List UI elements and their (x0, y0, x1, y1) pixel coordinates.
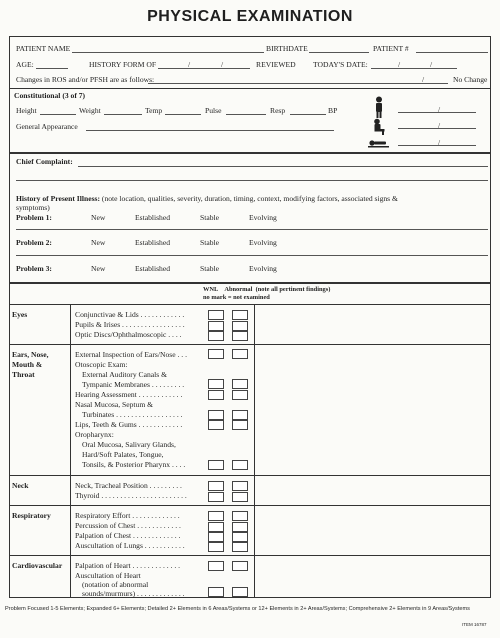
respiratory-item: Respiratory Effort . . . . . . . . . . . . . (75, 511, 180, 520)
problem-2-established[interactable]: Established (135, 238, 171, 247)
abnormal-checkbox[interactable] (232, 460, 248, 470)
ent-item: Turbinates . . . . . . . . . . . . . . . . . . (82, 410, 183, 419)
neck-item: Thyroid . . . . . . . . . . . . . . . . . . . . . . . (75, 491, 187, 500)
problem-3-new[interactable]: New (91, 264, 106, 273)
problem-2-stable[interactable]: Stable (200, 238, 219, 247)
eyes-item: Optic Discs/Ophthalmoscopic . . . . (75, 330, 182, 339)
general-appearance-label: General Appearance (16, 122, 78, 131)
divider (9, 555, 491, 556)
system-respiratory-label: Respiratory (12, 511, 51, 520)
chief-complaint-label: Chief Complaint: (16, 157, 73, 166)
ent-item: Otoscopic Exam: (75, 360, 128, 369)
divider (9, 344, 491, 345)
constitutional-title: Constitutional (3 of 7) (14, 91, 86, 100)
abnormal-checkbox[interactable] (232, 587, 248, 597)
ent-item: Tonsils, & Posterior Pharynx . . . . (82, 460, 186, 469)
ent-item: External Auditory Canals & (82, 370, 167, 379)
bp-supine-field[interactable] (398, 145, 476, 146)
height-field[interactable] (40, 114, 76, 115)
page-title: PHYSICAL EXAMINATION (147, 8, 353, 25)
system-cardiovascular-label: Cardiovascular (12, 561, 63, 570)
bp-standing-field[interactable] (398, 112, 476, 113)
no-change-label: No Change (453, 75, 488, 84)
problem-1-line[interactable] (16, 229, 488, 230)
problem-3-stable[interactable]: Stable (200, 264, 219, 273)
resp-label: Resp (270, 106, 286, 115)
wnl-checkbox[interactable] (208, 349, 224, 359)
wnl-checkbox[interactable] (208, 331, 224, 341)
problem-1-label: Problem 1: (16, 213, 52, 222)
ent-item: Oral Mucosa, Salivary Glands, (82, 440, 176, 449)
wnl-checkbox[interactable] (208, 561, 224, 571)
bp-label: BP (328, 106, 338, 115)
pulse-label: Pulse (205, 106, 222, 115)
age-label: AGE: (16, 60, 34, 69)
divider (9, 475, 491, 476)
changes-label: Changes in ROS and/or PFSH are as follows: (16, 75, 155, 84)
hpi-description-cont: symptoms) (16, 203, 50, 212)
problem-2-line[interactable] (16, 255, 488, 256)
chief-complaint-field[interactable] (78, 166, 488, 167)
abnormal-checkbox[interactable] (232, 481, 248, 491)
date-slash: / (188, 60, 191, 69)
wnl-checkbox[interactable] (208, 390, 224, 400)
history-form-label: HISTORY FORM OF (89, 60, 157, 69)
ent-item: Tympanic Membranes . . . . . . . . . (82, 380, 185, 389)
cardiovascular-item: sounds/murmurs) . . . . . . . . . . . . . (82, 589, 185, 598)
abnormal-checkbox[interactable] (232, 542, 248, 552)
wnl-checkbox[interactable] (208, 492, 224, 502)
bp-slash: / (438, 138, 441, 147)
date-slash: / (430, 60, 433, 69)
temp-label: Temp (145, 106, 163, 115)
wnl-checkbox[interactable] (208, 460, 224, 470)
abnormal-checkbox[interactable] (232, 410, 248, 420)
abnormal-checkbox[interactable] (232, 310, 248, 320)
wnl-checkbox[interactable] (208, 321, 224, 331)
bp-position-icons (368, 96, 390, 152)
ent-item: Oropharynx: (75, 430, 114, 439)
general-appearance-field[interactable] (86, 130, 334, 131)
age-field[interactable] (36, 68, 68, 69)
abnormal-checkbox[interactable] (232, 349, 248, 359)
cardiovascular-item: (notation of abnormal (82, 580, 149, 589)
ent-item: Hard/Soft Palates, Tongue, (82, 450, 164, 459)
legend-abnormal: Abnormal (224, 286, 253, 293)
date-slash: / (422, 75, 425, 84)
divider (9, 282, 491, 284)
legend-no-mark: no mark = not examined (203, 294, 270, 301)
patient-number-field[interactable] (416, 52, 488, 53)
divider (9, 304, 491, 305)
birthdate-field[interactable] (309, 52, 369, 53)
problem-3-evolving[interactable]: Evolving (249, 264, 277, 273)
hpi-description: (note location, qualities, severity, duration, timing, context, modifying factors, associated signs & (101, 194, 398, 203)
bp-slash: / (438, 121, 441, 130)
date-slash: / (398, 60, 401, 69)
system-eyes-label: Eyes (12, 310, 28, 319)
problem-3-label: Problem 3: (16, 264, 52, 273)
system-ent-label: Ears, Nose, (12, 350, 49, 359)
eyes-item: Pupils & Irises . . . . . . . . . . . . . . . . . (75, 320, 185, 329)
weight-label: Weight (79, 106, 101, 115)
changes-field[interactable] (148, 83, 448, 84)
legend-line (203, 286, 330, 293)
history-form-date-field[interactable] (158, 68, 250, 69)
wnl-checkbox[interactable] (208, 310, 224, 320)
problem-2-new[interactable]: New (91, 238, 106, 247)
abnormal-checkbox[interactable] (232, 561, 248, 571)
wnl-checkbox[interactable] (208, 542, 224, 552)
legend-note: (note all pertinent findings) (255, 286, 331, 293)
problem-1-evolving[interactable]: Evolving (249, 213, 277, 222)
system-ent-label: Mouth & (12, 360, 43, 369)
chief-complaint-line[interactable] (16, 180, 488, 181)
abnormal-checkbox[interactable] (232, 379, 248, 389)
system-neck-label: Neck (12, 481, 29, 490)
item-number: ITEM 16787 (462, 622, 487, 627)
abnormal-checkbox[interactable] (232, 331, 248, 341)
wnl-checkbox[interactable] (208, 511, 224, 521)
abnormal-checkbox[interactable] (232, 390, 248, 400)
ent-item: Nasal Mucosa, Septum & (75, 400, 154, 409)
problem-2-label: Problem 2: (16, 238, 52, 247)
temp-field[interactable] (165, 114, 201, 115)
problem-2-evolving[interactable]: Evolving (249, 238, 277, 247)
abnormal-checkbox[interactable] (232, 511, 248, 521)
eyes-item: Conjunctivae & Lids . . . . . . . . . . . . (75, 310, 185, 319)
abnormal-checkbox[interactable] (232, 522, 248, 532)
ent-item: External Inspection of Ears/Nose . . . (75, 350, 187, 359)
column-divider (70, 304, 71, 598)
todays-date-field[interactable] (371, 68, 457, 69)
divider (9, 152, 491, 154)
patient-name-field[interactable] (72, 52, 264, 53)
divider (9, 88, 491, 89)
problem-1-established[interactable]: Established (135, 213, 171, 222)
height-label: Height (16, 106, 37, 115)
ent-item: Hearing Assessment . . . . . . . . . . . . (75, 390, 183, 399)
abnormal-checkbox[interactable] (232, 420, 248, 430)
cardiovascular-item: Auscultation of Heart (75, 571, 141, 580)
wnl-checkbox[interactable] (208, 532, 224, 542)
footer-note: Problem Focused 1-5 Elements; Expanded 6+ Elements; Detailed 2+ Elements in 6 Areas/Systems or 12+ Elements in 2+ Areas/Systems; Comprehensive 2+ Elements in 9 Areas/Systems (5, 606, 470, 612)
cardiovascular-item: Palpation of Heart . . . . . . . . . . . . . (75, 561, 181, 570)
wnl-checkbox[interactable] (208, 481, 224, 491)
hpi-label: History of Present Illness: (16, 194, 101, 203)
patient-name-label: PATIENT NAME (16, 44, 71, 53)
date-slash: / (221, 60, 224, 69)
wnl-checkbox[interactable] (208, 522, 224, 532)
respiratory-item: Auscultation of Lungs . . . . . . . . . . . (75, 541, 185, 550)
ent-item: Lips, Teeth & Gums . . . . . . . . . . . . (75, 420, 183, 429)
hpi-text (16, 194, 398, 203)
wnl-checkbox[interactable] (208, 410, 224, 420)
abnormal-checkbox[interactable] (232, 321, 248, 331)
wnl-checkbox[interactable] (208, 379, 224, 389)
birthdate-label: BIRTHDATE (266, 44, 308, 53)
patient-number-label: PATIENT # (373, 44, 409, 53)
bp-sitting-field[interactable] (398, 128, 476, 129)
respiratory-item: Percussion of Chest . . . . . . . . . . . . (75, 521, 181, 530)
problem-1-stable[interactable]: Stable (200, 213, 219, 222)
wnl-checkbox[interactable] (208, 587, 224, 597)
pulse-field[interactable] (226, 114, 266, 115)
resp-field[interactable] (290, 114, 326, 115)
divider (9, 505, 491, 506)
abnormal-checkbox[interactable] (232, 492, 248, 502)
bp-slash: / (438, 105, 441, 114)
legend-wnl: WNL (203, 286, 219, 293)
todays-date-label: TODAY'S DATE: (313, 60, 368, 69)
problem-3-established[interactable]: Established (135, 264, 171, 273)
reviewed-label: REVIEWED (256, 60, 296, 69)
respiratory-item: Palpation of Chest . . . . . . . . . . . . . (75, 531, 181, 540)
column-divider (254, 304, 255, 598)
neck-item: Neck, Tracheal Position . . . . . . . . . (75, 481, 182, 490)
problem-1-new[interactable]: New (91, 213, 106, 222)
wnl-checkbox[interactable] (208, 420, 224, 430)
weight-field[interactable] (104, 114, 142, 115)
system-ent-label: Throat (12, 370, 35, 379)
abnormal-checkbox[interactable] (232, 532, 248, 542)
